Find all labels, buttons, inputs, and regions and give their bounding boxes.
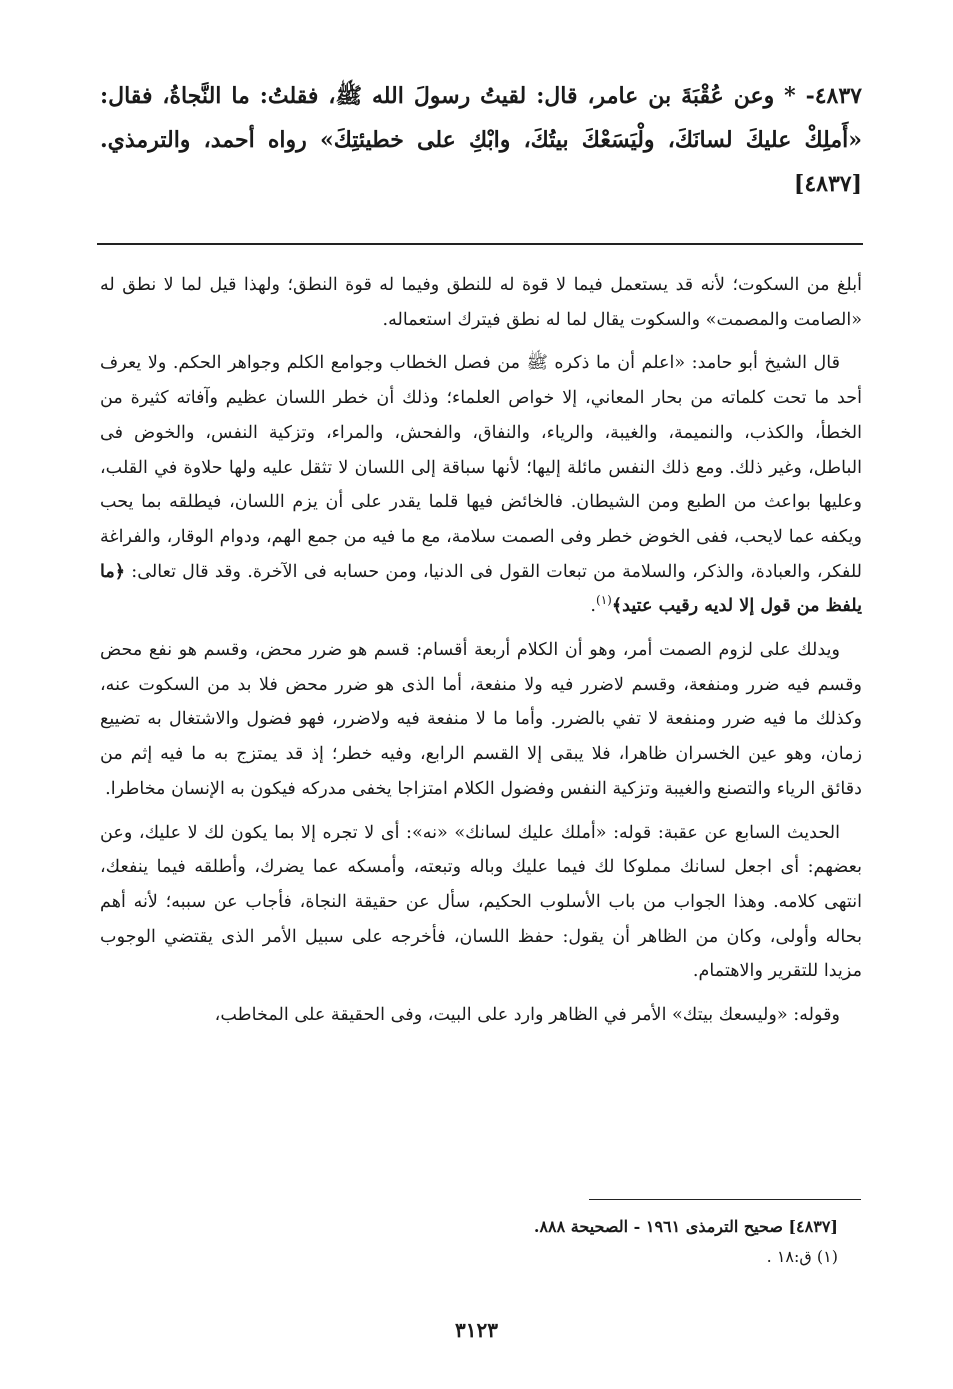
commentary-paragraph-4: الحديث السابع عن عقبة: قوله: «أملك عليك لسانك» «نه»: أى لا تجره إلا بما يكون لك لا عليك، وعن بعضهم: أى اجعل لسانك مملوكا لك فيما عليك وباله وتبعته، وأمسكه عما يضرك، وأطلقه فيما ينفعك، انتهى كلامه. وهذا الجواب من باب الأسلوب الحكيم، سأل عن حقيقة النجاة، فأجاب عن سببه؛ لأنه أهم بحاله وأولى، وكان من الظاهر أن يقول: حفظ اللسان، فأخرجه على سبيل الأمر الذى يقتضي الوجوب مزيدا للتقرير والاهتمام. [100,822,862,982]
hadith-text-block [100,74,862,206]
hadith-text: ٤٨٣٧- * وعن عُقْبَةَ بن عامر، قال: لقيتُ رسولَ الله ﷺ، فقلتُ: ما النَّجاةُ، فقال: «أَملِكْ عليكَ لسانَكَ، ولْيَسَعْكَ بيتُكَ، وابْكِ على خطيئتِكَ» رواه أحمد، والترمذي. [٤٨٣٧] [100,83,862,197]
commentary-paragraph-3: ويدلك على لزوم الصمت أمر، وهو أن الكلام أربعة أقسام: قسم هو ضرر محض، وقسم هو نفع محض وقسم فيه ضرر ومنفعة، وقسم لاضرر فيه ولا منفعة، أما الذى هو ضرر محض فلا بد من السكوت عنه، وكذلك ما فيه ضرر ومنفعة لا تفي بالضرر. وأما ما لا منفعة فيه ولاضرر، فهو فضول والاشتغال به تضييع زمان، وهو عين الخسران ظاهرا، فلا يبقى إلا القسم الرابع، وفيه خطر؛ إذ قد يمتزج به ما فيه إثم من دقائق الرياء والتصنع والغيبة وتزكية النفس وفضول الكلام امتزاجا يخفى مدركه فيكون به الإنسان مخاطرا. [100,640,862,799]
commentary-block [100,268,862,1042]
footnotes-block [100,1212,838,1272]
page-number: ٣١٢٣ [455,1318,498,1342]
footnote-divider [589,1199,861,1200]
paragraph-2-text: قال الشيخ أبو حامد: «اعلم أن ما ذكره ﷺ من فصل الخطاب وجوامع الكلم وجواهر الحكم. ولا يعرف أحد ما تحت كلماته من بحار المعاني، إلا خواص العلماء؛ وذلك أن خطر اللسان عظيم وآفاته كثيرة من الخطأ، والكذب، والنميمة، والغيبة، والرياء، والنفاق، والفحش، والمراء، وتزكية النفس، والخوض فى الباطل، وغير ذلك. ومع ذلك النفس مائلة إليها؛ لأنها سباقة إلى اللسان لا تثقل عليه ولها حلاوة في القلب، وعليها بواعث من الطبع ومن الشيطان. فالخائض فيها قلما يقدر على أن يزم اللسان، فيطلقه بما يحب ويكفه عما لايحب، ففى الخوض خطر وفى الصمت سلامة، مع ما فيه من جمع الهم، ودوام الوقار، والفراغة للفكر، والعبادة، والذكر، والسلامة من تبعات القول فى الدنيا، ومن حسابه فى الآخرة. وقد قال تعالى: [100,353,863,582]
footnote-1: [٤٨٣٧] صحيح الترمذى ١٩٦١ - الصحيحة ٨٨٨. [533,1217,838,1236]
footnote-2: (١) ق:١٨ . [766,1247,838,1266]
commentary-paragraph-2 [100,346,862,624]
paragraph-2-end: . [590,596,596,617]
quran-verse: ﴿ما يلفظ من قول إلا لديه رقيب عتيد﴾ [100,560,862,617]
footnote-ref: (١) [596,593,612,608]
commentary-paragraph-5: وقوله: «وليسعك بيتك» الأمر في الظاهر وارد على البيت، وفى الحقيقة على المخاطب، [214,1005,840,1026]
commentary-paragraph-1: أبلغ من السكوت؛ لأنه قد يستعمل فيما لا قوة له للنطق وفيما له قوة النطق؛ ولهذا قيل لما لا نطق له «الصامت والمصمت» والسكوت يقال لما له نطق فيترك استعماله. [100,275,862,330]
section-divider [97,243,863,245]
